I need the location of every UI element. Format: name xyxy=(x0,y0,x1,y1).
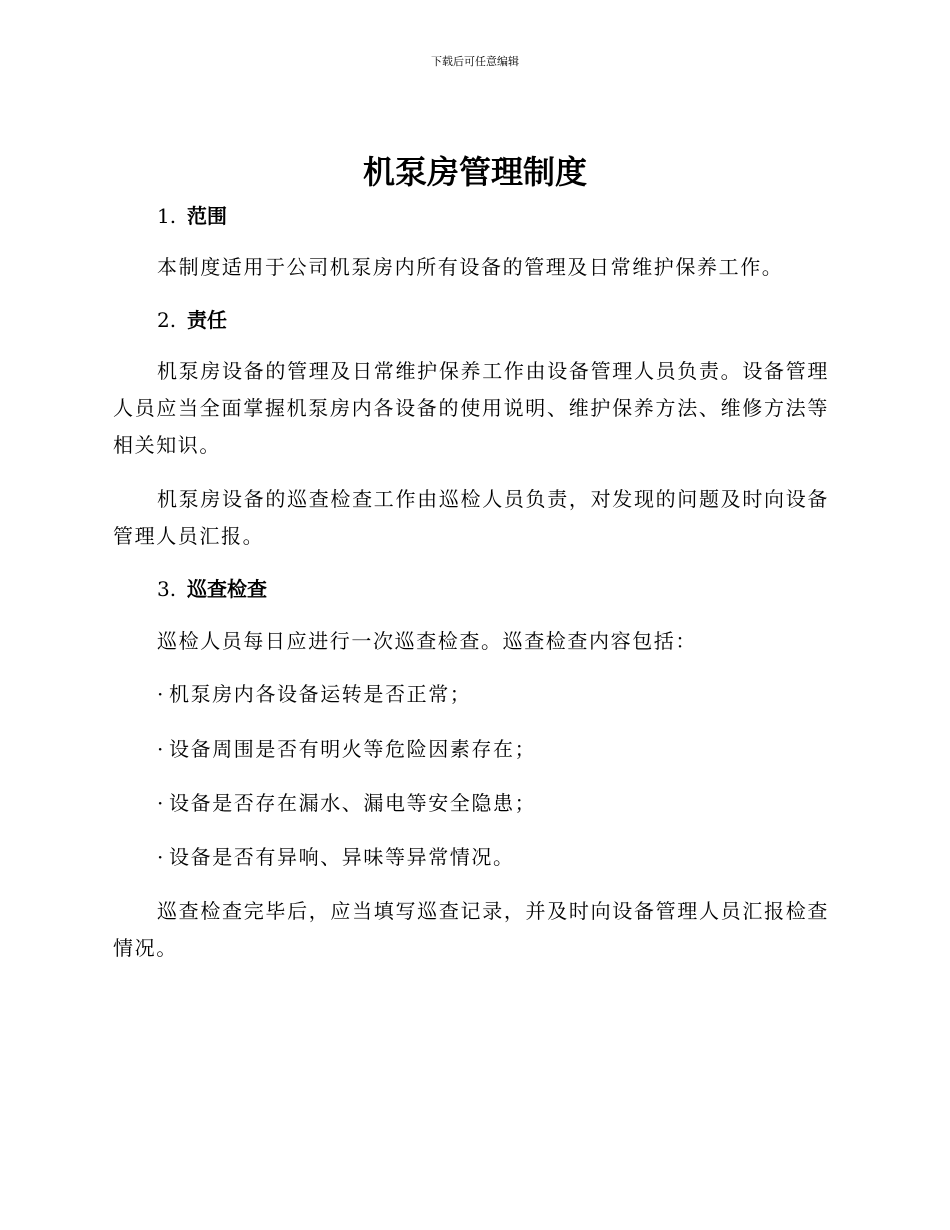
section-title: 巡查检查 xyxy=(187,577,267,601)
list-item-text: 设备周围是否有明火等危险因素存在； xyxy=(169,737,537,761)
bullet-marker: · xyxy=(157,737,165,761)
document-title: 机泵房管理制度 xyxy=(362,153,587,191)
paragraph-scope: 本制度适用于公司机泵房内所有设备的管理及日常维护保养工作。 xyxy=(157,255,784,279)
section-number: 2. xyxy=(157,308,177,332)
section-heading-inspection xyxy=(157,575,267,603)
section-number: 3. xyxy=(157,577,177,601)
section-number: 1. xyxy=(157,204,177,228)
paragraph-inspection-closing: 巡查检查完毕后，应当填写巡查记录，并及时向设备管理人员汇报检查情况。 xyxy=(113,899,829,960)
list-item xyxy=(157,843,515,871)
bullet-marker: · xyxy=(157,791,165,815)
section-heading-responsibility xyxy=(157,306,227,334)
paragraph-responsibility-management: 机泵房设备的管理及日常维护保养工作由设备管理人员负责。设备管理人员应当全面掌握机泵房内各设备的使用说明、维护保养方法、维修方法等相关知识。 xyxy=(113,359,829,457)
list-item xyxy=(157,789,536,817)
section-heading-scope xyxy=(157,202,227,230)
list-item xyxy=(157,735,536,763)
paragraph-responsibility-inspection: 机泵房设备的巡查检查工作由巡检人员负责，对发现的问题及时向设备管理人员汇报。 xyxy=(113,487,829,548)
section-title: 责任 xyxy=(187,308,227,332)
list-item-text: 机泵房内各设备运转是否正常； xyxy=(169,682,472,706)
bullet-marker: · xyxy=(157,845,165,869)
list-item xyxy=(157,680,471,708)
section-title: 范围 xyxy=(187,204,227,228)
bullet-marker: · xyxy=(157,682,165,706)
paragraph-inspection-intro: 巡检人员每日应进行一次巡查检查。巡查检查内容包括： xyxy=(157,629,697,653)
list-item-text: 设备是否有异响、异味等异常情况。 xyxy=(169,845,515,869)
list-item-text: 设备是否存在漏水、漏电等安全隐患； xyxy=(169,791,537,815)
page-header: 下载后可任意编辑 xyxy=(431,55,519,68)
